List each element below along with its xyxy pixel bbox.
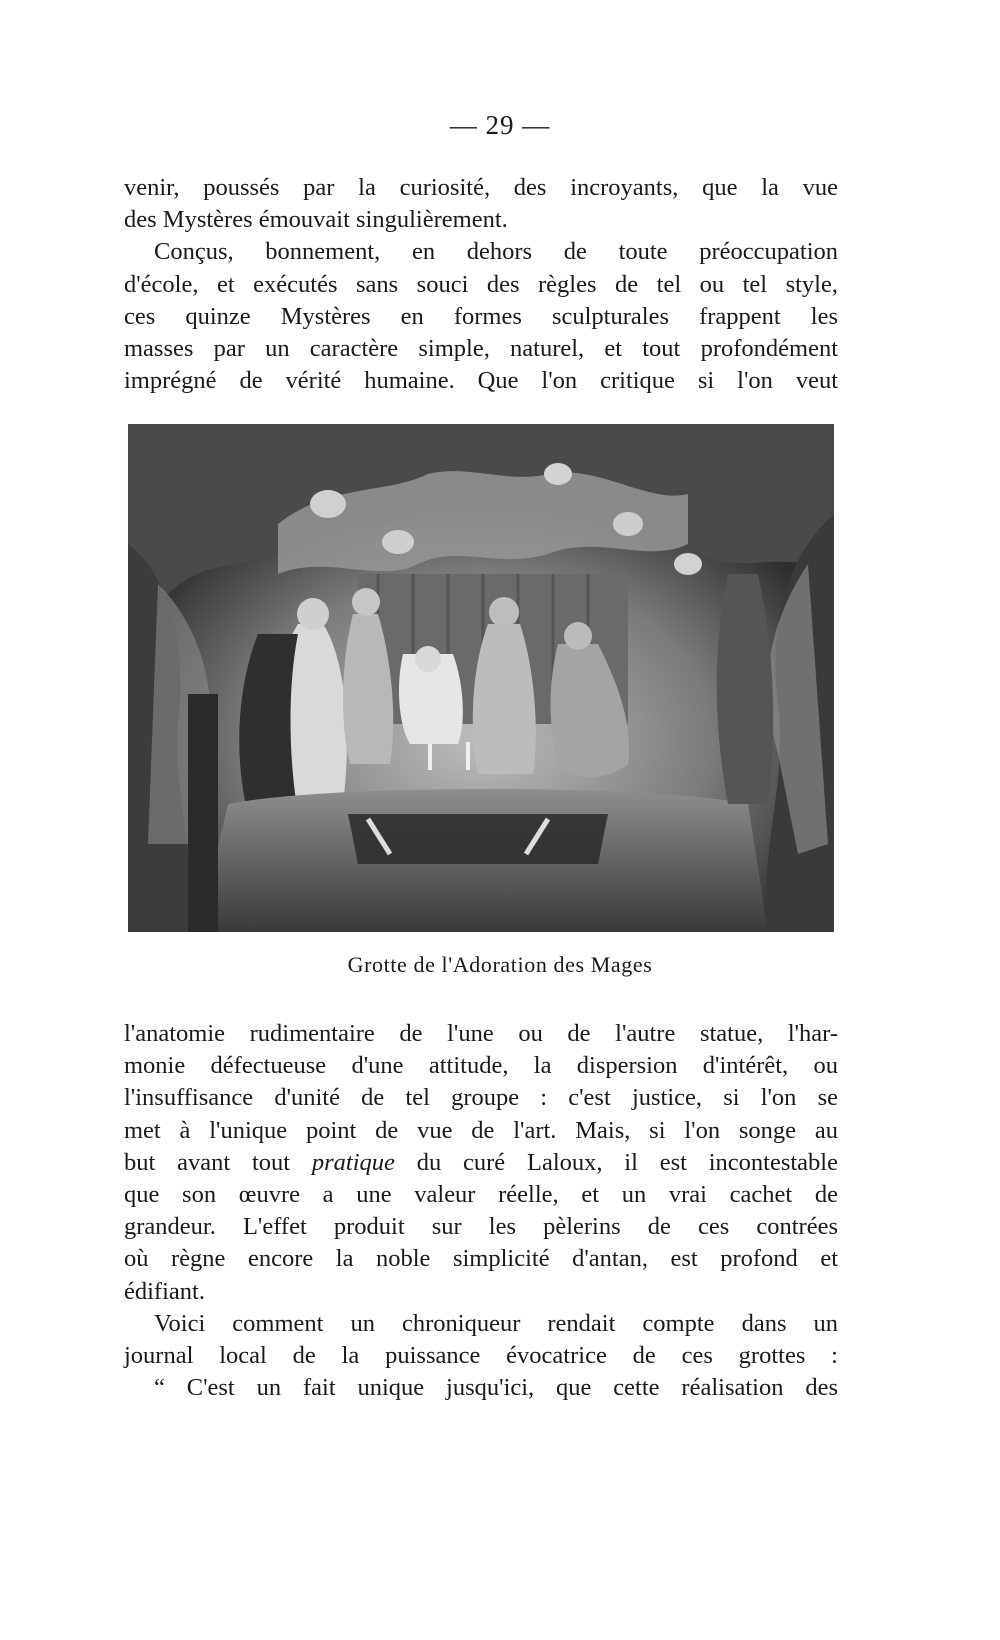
text-fragment: du curé Laloux, il est incontestable (394, 1148, 838, 1176)
text-line: “ C'est un fait unique jusqu'ici, que cette réalisation des (154, 1374, 838, 1402)
text-fragment: but avant tout (124, 1148, 312, 1176)
text-line: venir, poussés par la curiosité, des incroyants, que la vue (124, 174, 838, 201)
figure-caption: Grotte de l'Adoration des Mages (347, 952, 653, 977)
text-line: imprégné de vérité humaine. Que l'on critique si l'on veut (124, 367, 838, 395)
text-line: édifiant. (124, 1277, 205, 1305)
text-line: met à l'unique point de vue de l'art. Mais, si l'on songe au (124, 1116, 838, 1144)
text-line: d'école, et exécutés sans souci des règles de tel ou tel style, (124, 270, 838, 298)
text-line: journal local de la puissance évocatrice de ces grottes : (124, 1342, 838, 1370)
page-number: — 29 — (449, 110, 551, 140)
text-line: Voici comment un chroniqueur rendait compte dans un (154, 1309, 838, 1337)
top-paragraph (124, 172, 838, 397)
text-line: ces quinze Mystères en formes sculpturales frappent les (124, 302, 838, 330)
text-line: où règne encore la noble simplicité d'antan, est profond et (124, 1245, 838, 1273)
text-line: que son œuvre a une valeur réelle, et un vrai cachet de (124, 1181, 838, 1209)
grotto-photograph (128, 424, 834, 932)
italic-word: pratique (311, 1148, 395, 1176)
bottom-paragraph (124, 1018, 838, 1404)
text-line-with-italic (124, 1147, 838, 1179)
text-line: grandeur. L'effet produit sur les pèlerins de ces contrées (124, 1213, 838, 1241)
text-line: Conçus, bonnement, en dehors de toute préoccupation (154, 238, 838, 266)
text-line: des Mystères émouvait singulièrement. (124, 206, 508, 234)
text-line: masses par un caractère simple, naturel, et tout profondément (124, 335, 838, 363)
text-line: monie défectueuse d'une attitude, la dispersion d'intérêt, ou (124, 1052, 838, 1080)
text-line: l'anatomie rudimentaire de l'une ou de l'autre statue, l'har- (124, 1020, 838, 1047)
photograph-nativity-grotto-icon (128, 424, 834, 932)
text-line: l'insuffisance d'unité de tel groupe : c'est justice, si l'on se (124, 1084, 838, 1112)
